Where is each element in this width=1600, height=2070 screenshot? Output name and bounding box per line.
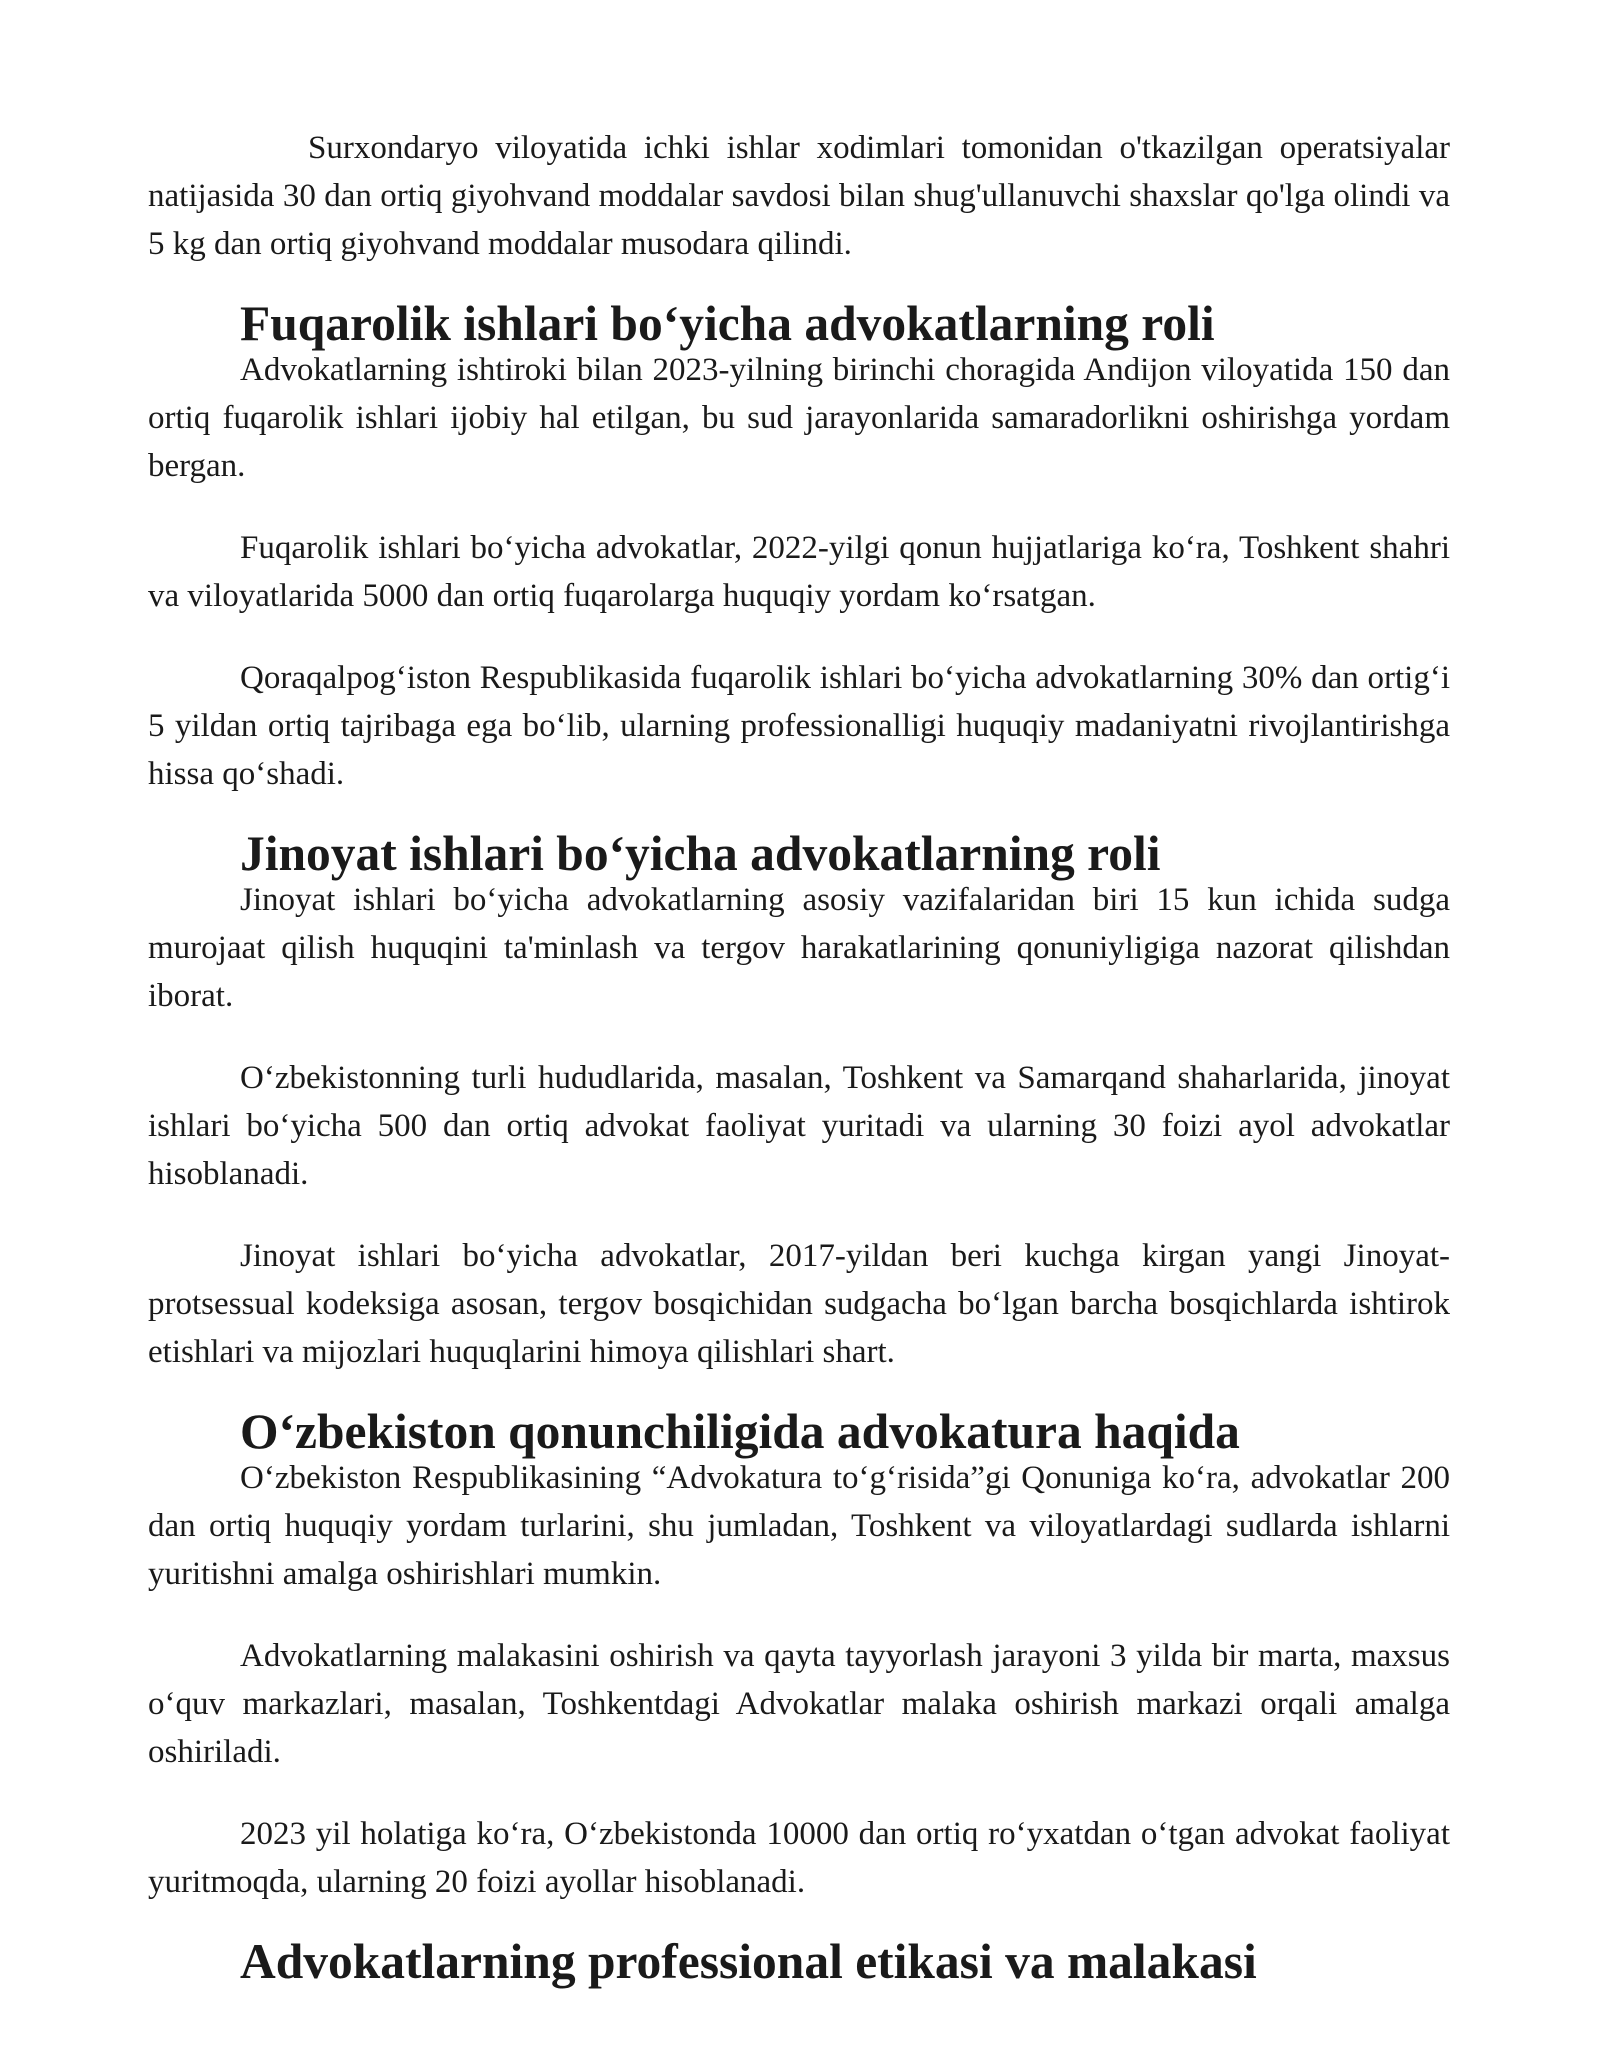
paragraph-regions: Oʻzbekistonning turli hududlarida, masalan, Toshkent va Samarqand shaharlarida, jinoyat ishlari boʻyicha 500 dan ortiq advokat faoliyat yuritadi va ularning 30 foizi ayol advokatlar hisoblanadi. <box>148 1060 1450 1192</box>
paragraph-criminal-duties: Jinoyat ishlari boʻyicha advokatlarning asosiy vazifalaridan biri 15 kun ichida sudga murojaat qilish huquqini ta'minlash va tergov harakatlarining qonuniyligiga nazorat qilishdan iborat. <box>148 882 1450 1014</box>
paragraph-qualification: Advokatlarning malakasini oshirish va qayta tayyorlash jarayoni 3 yilda bir marta, maxsus oʻquv markazlari, masalan, Toshkentdagi Advokatlar malaka oshirish markazi orqali amalga oshiriladi. <box>148 1638 1450 1770</box>
paragraph-andijon: Advokatlarning ishtiroki bilan 2023-yilning birinchi choragida Andijon viloyatida 150 dan ortiq fuqarolik ishlari ijobiy hal etilgan, bu sud jarayonlarida samaradorlikni oshirishga yordam bergan. <box>148 352 1450 484</box>
paragraph-advokatura-law: Oʻzbekiston Respublikasining “Advokatura toʻgʻrisida”gi Qonuniga koʻra, advokatlar 200 dan ortiq huquqiy yordam turlarini, shu jumladan, Toshkent va viloyatlardagi sudlarda ishlarni yuritishni amalga oshirishlari mumkin. <box>148 1460 1450 1592</box>
section-heading-ethics: Advokatlarning professional etikasi va malakasi <box>240 1934 1257 1989</box>
section-heading-civil-lawyers: Fuqarolik ishlari boʻyicha advokatlarning roli <box>240 296 1215 351</box>
paragraph-toshkent-civil: Fuqarolik ishlari boʻyicha advokatlar, 2022-yilgi qonun hujjatlariga koʻra, Toshkent shahri va viloyatlarida 5000 dan ortiq fuqarolarga huquqiy yordam koʻrsatgan. <box>148 530 1450 614</box>
paragraph-qoraqalpogiston: Qoraqalpogʻiston Respublikasida fuqarolik ishlari boʻyicha advokatlarning 30% dan ortigʻi 5 yildan ortiq tajribaga ega boʻlib, ularning professionalligi huquqiy madaniyatni rivojlantirishga hissa qoʻshadi. <box>148 660 1450 792</box>
paragraph-statistics-2023: 2023 yil holatiga koʻra, Oʻzbekistonda 10000 dan ortiq roʻyxatdan oʻtgan advokat faoliyat yuritmoqda, ularning 20 foizi ayollar hisoblanadi. <box>148 1816 1450 1900</box>
section-heading-legislation: Oʻzbekiston qonunchiligida advokatura haqida <box>240 1404 1240 1459</box>
document-body <box>148 124 1450 1989</box>
paragraph-surxondaryo: Surxondaryo viloyatida ichki ishlar xodimlari tomonidan o'tkazilgan operatsiyalar natijasida 30 dan ortiq giyohvand moddalar savdosi bilan shug'ullanuvchi shaxslar qo'lga olindi va 5 kg dan ortiq giyohvand moddalar musodara qilindi. <box>148 130 1450 262</box>
section-heading-criminal-lawyers: Jinoyat ishlari boʻyicha advokatlarning roli <box>240 826 1161 881</box>
paragraph-criminal-code: Jinoyat ishlari boʻyicha advokatlar, 2017-yildan beri kuchga kirgan yangi Jinoyat-protsessual kodeksiga asosan, tergov bosqichidan sudgacha boʻlgan barcha bosqichlarda ishtirok etishlari va mijozlari huquqlarini himoya qilishlari shart. <box>148 1238 1450 1370</box>
